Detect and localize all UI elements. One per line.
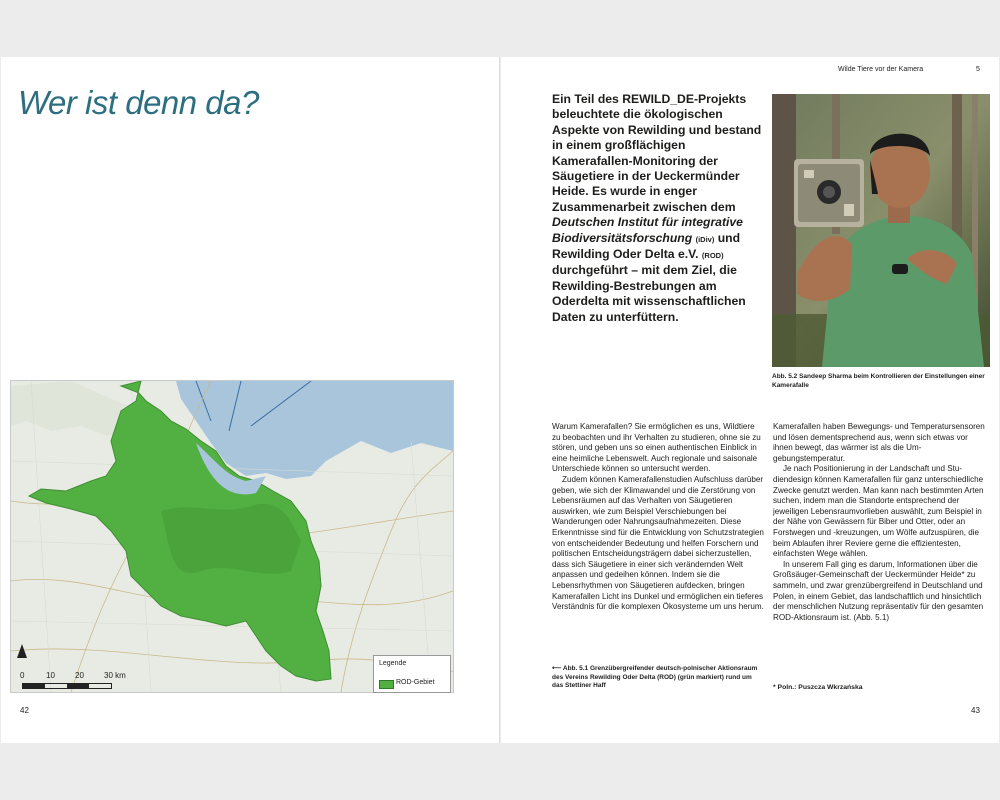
column1-paragraph-2: Zudem können Kamerafallenstudien Aufschluss darüber geben, wie sich der Klimawandel und die Zerstörung von Lebensräumen auf das Verhalten von Säugetieren auswirken, wie zum Beispiel Verschiebungen bei Wanderungen oder Nahrungsaufnahmezeiten. Diese Erkenntnisse sind für die Entwicklung von Schutzstrategien von entscheidender Bedeutung und helfen Forschern und politischen Entscheidungsträgern dabei sicherzustellen, dass sich Säugetiere in einer sich verändernden Welt anpassen und gedeihen können. Indem sie die Lebensrhythmen von Säugetieren aufdecken, bringen Kamerafallen Licht ins Dunkel und ermöglichen ein tieferes Verständnis für die komplexen Ökosysteme um uns herum.	[552, 474, 764, 612]
column2-paragraph-1: Kamerafallen haben Bewegungs- und Temperatursensoren und lösen dementsprechend aus, wenn sich etwas vor ihnen bewegt, das wärmer ist als die Umgebungstemperatur.	[773, 422, 985, 463]
north-arrow-icon	[17, 644, 27, 658]
body-column-1	[552, 422, 764, 613]
book-gutter	[499, 57, 501, 743]
scale-label-10: 10	[46, 671, 55, 680]
map-figure	[10, 380, 454, 693]
photo-svg	[772, 94, 990, 367]
map-caption: ⟵ Abb. 5.1 Grenzübergreifender deutsch-polnischer Aktionsraum des Vereins Rewilding Oder Delta (ROD) (grün markiert) rund um das Stettiner Haff	[552, 665, 758, 689]
scale-label-30km: 30 km	[104, 671, 126, 680]
running-head-number: 5	[976, 66, 980, 73]
page-number-left: 42	[20, 706, 29, 715]
map-svg	[11, 381, 453, 692]
map-legend	[373, 655, 451, 693]
scale-label-20: 20	[75, 671, 84, 680]
column1-paragraph-1: Warum Kamerafallen? Sie ermöglichen es uns, Wildtiere zu beobachten und ihr Verhalten zu studieren, ohne sie zu stören, und geben uns so einen authentischen Einblick in eine heimliche Lebenswelt. Auch regionale und saisonale Unterschiede können so untersucht werden.	[552, 422, 761, 474]
chapter-title: Wer ist denn da?	[18, 84, 259, 121]
map-rod-inner	[161, 504, 301, 574]
column2-paragraph-2: Je nach Positionierung in der Landschaft und Studiendesign können Kamerafallen für ganz unterschiedliche Zwecke genutzt werden. Man kann nach bestimmten Arten suchen, indem man die Standorte entsprechend der jeweiligen Lebensraumvorlieben auswählt, zum Beispiel in der Nähe von Gewässern für Biber und Otter, oder an Forstwegen und -kreuzungen, um Wölfe aufzuspüren, die beim Ablaufen ihrer Reviere gerne die effizientesten, einfachsten Wege wählen.	[773, 464, 984, 559]
page-number-right: 43	[971, 706, 980, 715]
running-head: Wilde Tiere vor der Kamera	[838, 66, 924, 73]
body-column-2	[773, 422, 986, 623]
legend-swatch	[379, 680, 394, 689]
photo-caption: Abb. 5.2 Sandeep Sharma beim Kontrollieren der Einstellungen einer Kamerafalle	[772, 373, 985, 389]
photo-camera-trap	[772, 94, 990, 367]
scale-bar	[22, 683, 112, 689]
legend-label: ROD-Gebiet	[396, 679, 435, 686]
intro-paragraph: Ein Teil des REWILD_DE-Projekts beleuchtete die ökologischen Aspekte von Rewilding und bestand in einem großflächigen Kamerafallen-Monitoring der Säugetiere in der Ueckermünder Heide. Es wurde in enger Zusammenarbeit zwischen dem Deutschen Institut für integrative Biodiversitätsforschung (iDiv) und Rewilding Oder Delta e.V. (ROD) durchgeführt – mit dem Ziel, die Rewilding-Bestrebungen am Oderdelta mit wissenschaftlichen Daten zu unterfüttern.	[552, 92, 762, 324]
column2-paragraph-3: In unserem Fall ging es darum, Informationen über die Großsäuger-Gemeinschaft der Ueckermünder Heide* zu sammeln, und zwar grenzübergreifend in Deutschland und Polen, in einem Gebiet, das landschaftlich und hinsichtlich der menschlichen Nutzung repräsentativ für den gesamten ROD-Aktionsraum ist. (Abb. 5.1)	[773, 559, 984, 622]
footnote: * Poln.: Puszcza Wkrzańska	[773, 684, 863, 691]
legend-title: Legende	[379, 660, 407, 667]
scale-label-0: 0	[20, 671, 25, 680]
